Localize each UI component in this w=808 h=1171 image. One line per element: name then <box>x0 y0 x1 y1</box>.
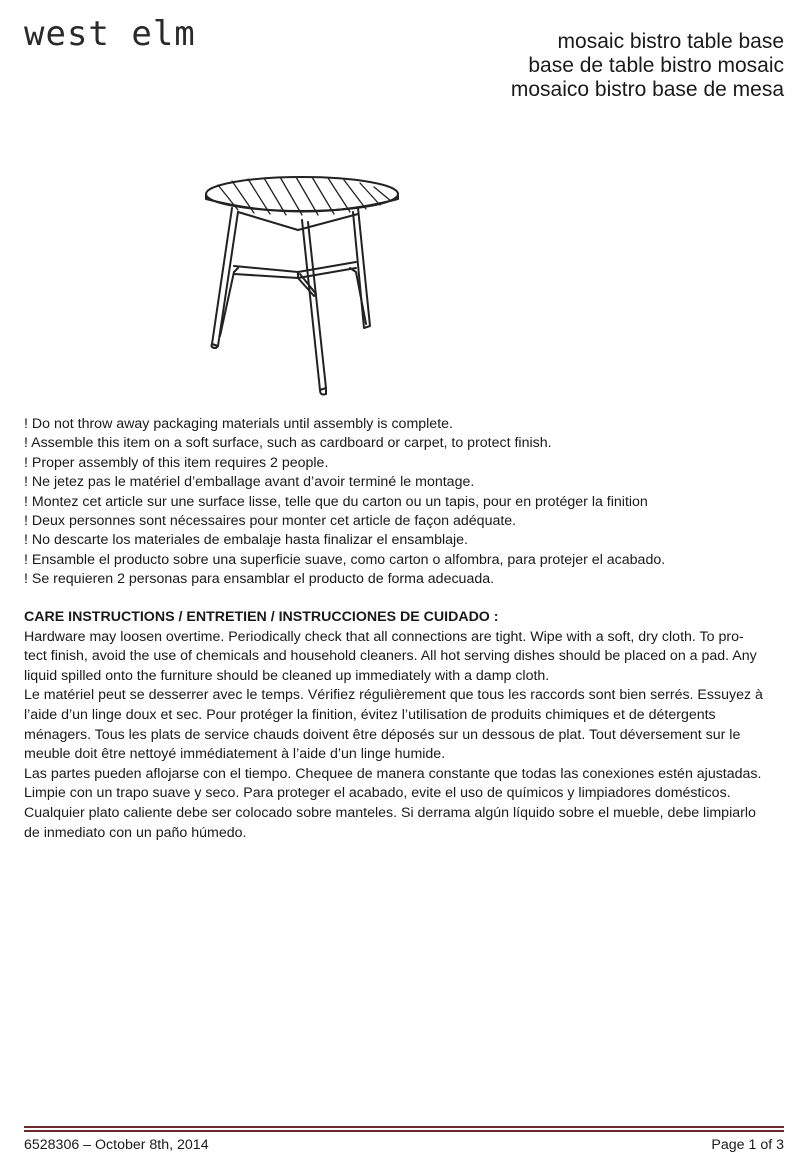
warning-line: ! No descarte los materiales de embalaje hasta finalizar el ensamblaje. <box>24 532 468 549</box>
care-french <box>24 686 786 764</box>
warning-line: ! Assemble this item on a soft surface, such as cardboard or carpet, to protect finish. <box>24 435 552 452</box>
footer-doc-id-date: 6528306 – October 8th, 2014 <box>24 1137 209 1153</box>
care-line: Le matériel peut se desserrer avec le temps. Vérifiez régulièrement que tous les raccords sont bien serrés. Essuyez à <box>24 687 763 704</box>
title-block <box>511 30 784 102</box>
title-spanish: mosaico bistro base de mesa <box>510 78 784 101</box>
warning-line: ! Do not throw away packaging materials until assembly is complete. <box>24 416 453 432</box>
footer-divider <box>24 1126 784 1132</box>
care-heading: CARE INSTRUCTIONS / ENTRETIEN / INSTRUCCIONES DE CUIDADO : <box>24 609 499 625</box>
footer-page-number: Page 1 of 3 <box>711 1137 784 1153</box>
warning-line: ! Ne jetez pas le matériel d’emballage avant d’avoir terminé le montage. <box>24 474 475 491</box>
care-line: l’aide d’un linge doux et sec. Pour protéger la finition, évitez l’utilisation de produits chimiques et de détergents <box>24 706 716 723</box>
care-line: tect finish, avoid the use of chemicals and household cleaners. All hot serving dishes should be placed on a pad. Any <box>24 648 757 665</box>
care-spanish <box>24 765 786 843</box>
warning-line: ! Ensamble el producto sobre una superficie suave, como carton o alfombra, para protejer el acabado. <box>24 551 666 568</box>
title-french: base de table bistro mosaic <box>528 54 784 77</box>
care-line: ménagers. Tous les plats de service chauds doivent être déposés sur un dessous de plat. Tout déversement sur le <box>24 726 741 743</box>
care-line: de inmediato con un paño húmedo. <box>24 824 247 841</box>
bistro-table-illustration-icon <box>198 176 408 398</box>
warning-line: ! Proper assembly of this item requires 2 people. <box>24 454 329 471</box>
warning-line: ! Deux personnes sont nécessaires pour monter cet article de façon adéquate. <box>24 513 517 530</box>
care-instructions <box>24 608 786 843</box>
care-line: Hardware may loosen overtime. Periodically check that all connections are tight. Wipe with a soft, dry cloth. To pro- <box>24 628 744 645</box>
care-english <box>24 628 786 687</box>
warning-line: ! Se requieren 2 personas para ensamblar el producto de forma adecuada. <box>24 571 495 588</box>
care-line: Cualquier plato caliente debe ser colocado sobre manteles. Si derrama algún líquido sobre el mueble, debe limpiarlo <box>24 804 756 821</box>
title-english: mosaic bistro table base <box>557 30 784 53</box>
warnings-list <box>24 415 794 590</box>
warning-line: ! Montez cet article sur une surface lisse, telle que du carton ou un tapis, pour en protéger la finition <box>24 493 648 510</box>
care-line: liquid spilled onto the furniture should be cleaned up immediately with a damp cloth. <box>24 667 550 684</box>
care-line: Limpie con un trapo suave y seco. Para proteger el acabado, evite el uso de químicos y limpiadores domésticos. <box>24 785 731 802</box>
brand-logo: west elm <box>24 14 196 54</box>
care-line: Las partes pueden aflojarse con el tiempo. Chequee de manera constante que todas las conexiones estén ajustadas. <box>24 765 762 782</box>
care-line: meuble doit être nettoyé immédiatement à l’aide d’un linge humide. <box>24 746 446 763</box>
